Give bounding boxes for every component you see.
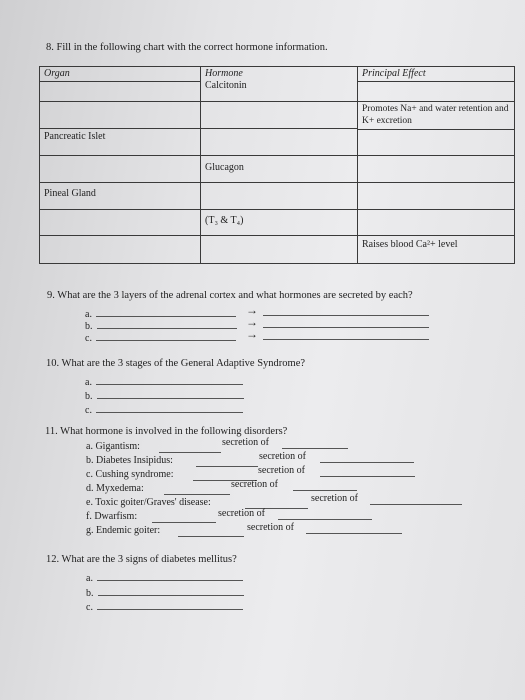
q11-blank-d2[interactable] bbox=[293, 490, 357, 491]
cell-hormone-glucagon bbox=[201, 156, 358, 183]
effect-na-retention-text: Promotes Na+ and water retention and K+ excretion bbox=[362, 104, 509, 126]
q9-blank-c[interactable] bbox=[96, 330, 236, 341]
hormone-chart bbox=[39, 66, 515, 264]
q9-arrow-c-icon: → bbox=[246, 327, 258, 341]
effect-ca-level-text: Raises blood Ca²+ level bbox=[362, 239, 458, 250]
q9-answer-c[interactable] bbox=[85, 330, 236, 344]
q11-blank-a2[interactable] bbox=[282, 448, 348, 449]
q11-blank-c2[interactable] bbox=[320, 476, 415, 477]
cell-hormone-r3[interactable] bbox=[201, 129, 358, 156]
q12-blank-c[interactable] bbox=[97, 599, 243, 610]
cell-organ-pancreatic-islet bbox=[40, 129, 201, 156]
q9-item-b: b. bbox=[85, 321, 93, 332]
cell-effect-r5[interactable] bbox=[358, 183, 515, 210]
q11-blank-e2[interactable] bbox=[370, 504, 462, 505]
question-12-prompt: 12. What are the 3 signs of diabetes mellitus? bbox=[46, 554, 237, 565]
q12-answer-a[interactable] bbox=[86, 570, 243, 584]
cell-hormone-r5[interactable] bbox=[201, 183, 358, 210]
q10-blank-a[interactable] bbox=[96, 374, 243, 385]
cell-effect-na-retention bbox=[358, 102, 515, 130]
q10-answer-b[interactable] bbox=[85, 388, 244, 402]
q11-secretion-c: secretion of bbox=[258, 465, 305, 476]
q11-blank-a1[interactable] bbox=[159, 452, 221, 453]
disorder-c: c. Cushing syndrome: bbox=[86, 469, 174, 480]
cell-hormone-r7[interactable] bbox=[201, 236, 358, 264]
q11-blank-b1[interactable] bbox=[196, 466, 258, 467]
q9-blank-a[interactable] bbox=[96, 306, 236, 317]
cell-organ-r1[interactable] bbox=[40, 82, 201, 102]
header-organ: Organ bbox=[40, 67, 201, 82]
q12-item-c: c. bbox=[86, 602, 93, 613]
q10-item-c: c. bbox=[85, 405, 92, 416]
question-9-prompt: 9. What are the 3 layers of the adrenal cortex and what hormones are secreted by each? bbox=[47, 290, 413, 301]
q11-secretion-b: secretion of bbox=[259, 451, 306, 462]
q12-item-a: a. bbox=[86, 573, 93, 584]
disorder-g: g. Endemic goiter: bbox=[86, 525, 161, 536]
q10-item-b: b. bbox=[85, 391, 93, 402]
cell-effect-r1[interactable] bbox=[358, 82, 515, 102]
cell-organ-r6[interactable] bbox=[40, 210, 201, 236]
q10-blank-b[interactable] bbox=[97, 388, 244, 399]
q10-item-a: a. bbox=[85, 377, 92, 388]
q9-blank-b[interactable] bbox=[97, 318, 237, 329]
hormone-glucagon-text: Glucagon bbox=[205, 162, 244, 173]
header-principal-effect: Principal Effect bbox=[358, 67, 515, 82]
q11-blank-f1[interactable] bbox=[152, 522, 216, 523]
q11-blank-d1[interactable] bbox=[164, 494, 230, 495]
q12-blank-a[interactable] bbox=[97, 570, 243, 581]
q11-secretion-f: secretion of bbox=[218, 508, 265, 519]
hormone-t3-t4-text: (T₃ & T₄) bbox=[205, 215, 244, 226]
q9-hormone-blank-a[interactable] bbox=[263, 315, 429, 316]
question-8-prompt: 8. Fill in the following chart with the correct hormone information. bbox=[46, 42, 328, 53]
cell-effect-ca-level bbox=[358, 236, 515, 264]
disorder-a: a. Gigantism: bbox=[86, 441, 140, 452]
q11-secretion-a: secretion of bbox=[222, 437, 269, 448]
disorder-b: b. Diabetes Insipidus: bbox=[86, 455, 173, 466]
q9-hormone-blank-b[interactable] bbox=[263, 327, 429, 328]
cell-effect-r6[interactable] bbox=[358, 210, 515, 236]
q11-secretion-e: secretion of bbox=[311, 493, 358, 504]
question-11-prompt: 11. What hormone is involved in the following disorders? bbox=[45, 426, 288, 437]
q11-blank-g2[interactable] bbox=[306, 533, 402, 534]
organ-pancreatic-islet-text: Pancreatic Islet bbox=[44, 131, 106, 142]
q9-item-c: c. bbox=[85, 333, 92, 344]
q10-answer-a[interactable] bbox=[85, 374, 243, 388]
q10-answer-c[interactable] bbox=[85, 402, 243, 416]
cell-hormone-r2[interactable] bbox=[201, 102, 358, 129]
q9-arrow-a-icon: → bbox=[246, 303, 258, 317]
cell-organ-pineal-gland bbox=[40, 183, 201, 210]
header-hormone-label: Hormone bbox=[205, 68, 243, 79]
q9-item-a: a. bbox=[85, 309, 92, 320]
cell-organ-r4[interactable] bbox=[40, 156, 201, 183]
cell-organ-r7[interactable] bbox=[40, 236, 201, 264]
q11-blank-f2[interactable] bbox=[278, 519, 372, 520]
cell-hormone-t3-t4 bbox=[201, 210, 358, 236]
q11-blank-g1[interactable] bbox=[178, 536, 244, 537]
header-hormone bbox=[201, 67, 358, 102]
q9-hormone-blank-c[interactable] bbox=[263, 339, 429, 340]
q12-item-b: b. bbox=[86, 588, 94, 599]
question-10-prompt: 10. What are the 3 stages of the General Adaptive Syndrome? bbox=[46, 358, 306, 369]
q9-arrow-b-icon: → bbox=[246, 315, 258, 329]
cell-hormone-calcitonin: Calcitonin bbox=[205, 80, 247, 91]
organ-pineal-gland-text: Pineal Gland bbox=[44, 188, 96, 199]
cell-effect-r3[interactable] bbox=[358, 130, 515, 156]
cell-effect-r4[interactable] bbox=[358, 156, 515, 183]
q12-blank-b[interactable] bbox=[98, 585, 244, 596]
q11-secretion-d: secretion of bbox=[231, 479, 278, 490]
q12-answer-c[interactable] bbox=[86, 599, 243, 613]
disorder-d: d. Myxedema: bbox=[86, 483, 144, 494]
q12-answer-b[interactable] bbox=[86, 585, 244, 599]
disorder-f: f. Dwarfism: bbox=[86, 511, 138, 522]
cell-organ-r2[interactable] bbox=[40, 102, 201, 129]
q11-blank-b2[interactable] bbox=[320, 462, 414, 463]
disorder-e: e. Toxic goiter/Graves' disease: bbox=[86, 497, 211, 508]
q10-blank-c[interactable] bbox=[96, 402, 243, 413]
q11-secretion-g: secretion of bbox=[247, 522, 294, 533]
